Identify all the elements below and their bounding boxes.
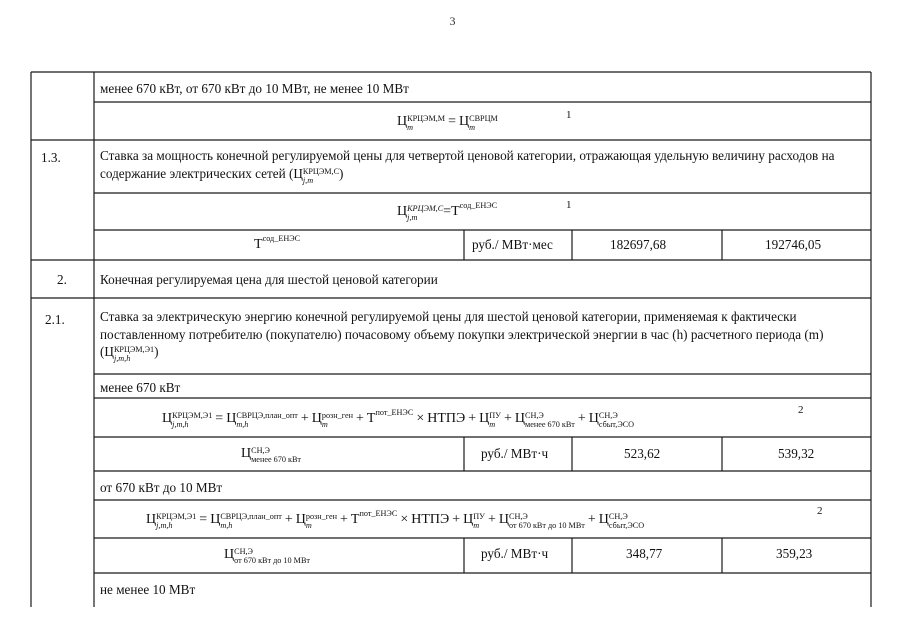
tariff-unit: руб./ МВт·мес (472, 237, 553, 252)
formula-ref-2: 1 (566, 199, 572, 211)
row-1-3-text: Ставка за мощность конечной регулируемой цены для четвертой ценовой категории, отражающая удельную величину расходов на содержание электрических сетей (Ц КРЦЭМ,С j,m ) (100, 148, 835, 185)
formula-capacity-price: Ц КРЦЭМ,М m = Ц СВРЦМ m (397, 114, 498, 132)
row-number-2-1: 2.1. (45, 312, 65, 327)
row-2-1-text: Ставка за электрическую энергию конечной регулируемой цены для шестой ценовой категории, применяемая к фактически поставленному потребителю (покупателю) почасовому объему покупки электрической энергии в час (h) расчетного периода (m) (Ц КРЦЭМ,Э1 j,m,h ) (100, 309, 824, 363)
formula-energy-price-band1: Ц КРЦЭМ,Э1 j,m,h = Ц СВРЦЭ,план_опт m,h + Ц розн_ген m + $Т^{пот\_ЕНЭС}$ × НТПЭ + Ц ПУ m + Ц СН,Э менее 670 кВт + Ц СН,Э сбыт,ЭСО (162, 408, 635, 429)
formula-ref-4: 2 (817, 505, 823, 517)
formula-ref-3: 2 (798, 404, 804, 416)
row-2-text: Конечная регулируемая цена для шестой ценовой категории (100, 272, 438, 287)
sn-e-unit-1: руб./ МВт·ч (481, 446, 549, 461)
row-number-1-3: 1.3. (41, 150, 61, 165)
formula-network-rate: Ц КРЦЭМ,С j,m $=Т^{сод\_ЕНЭС}$ (397, 201, 498, 222)
tariff-value-1: 182697,68 (610, 237, 667, 252)
sn-e-value-1a: 523,62 (624, 446, 661, 461)
row-tail-text: менее 670 кВт, от 670 кВт до 10 МВт, не менее 10 МВт (100, 81, 409, 96)
band-label-not-less-10: не менее 10 МВт (100, 582, 196, 597)
sn-e-unit-2: руб./ МВт·ч (481, 546, 549, 561)
band-label-less-670: менее 670 кВт (100, 380, 181, 395)
sn-e-label-670-to-10: Ц СН,Э от 670 кВт до 10 МВт (224, 547, 310, 565)
formula-energy-price-band2: Ц КРЦЭМ,Э1 j,m,h = Ц СВРЦЭ,план_опт m,h + Ц розн_ген m + $Т^{пот\_ЕНЭС}$ × НТПЭ + Ц ПУ m + Ц СН,Э от 670 кВт до 10 МВт + Ц СН,Э сбыт,ЭСО (146, 509, 645, 530)
sn-e-value-1b: 539,32 (778, 446, 815, 461)
sn-e-value-2a: 348,77 (626, 546, 663, 561)
sn-e-value-2b: 359,23 (776, 546, 813, 561)
tariff-value-2: 192746,05 (765, 237, 822, 252)
symbol-krcem-c: Ц КРЦЭМ,С j,m (293, 165, 340, 185)
sn-e-label-less-670: Ц СН,Э менее 670 кВт (241, 446, 301, 464)
page-number: 3 (449, 14, 456, 28)
formula-ref-1: 1 (566, 109, 572, 121)
row-number-2: 2. (57, 272, 67, 287)
band-label-670-to-10: от 670 кВт до 10 МВт (100, 480, 223, 495)
tariff-label: $Т^{сод\_ЕНЭС}$ (254, 234, 301, 252)
symbol-krcem-e1: Ц КРЦЭМ,Э1 j,m,h (104, 344, 155, 363)
